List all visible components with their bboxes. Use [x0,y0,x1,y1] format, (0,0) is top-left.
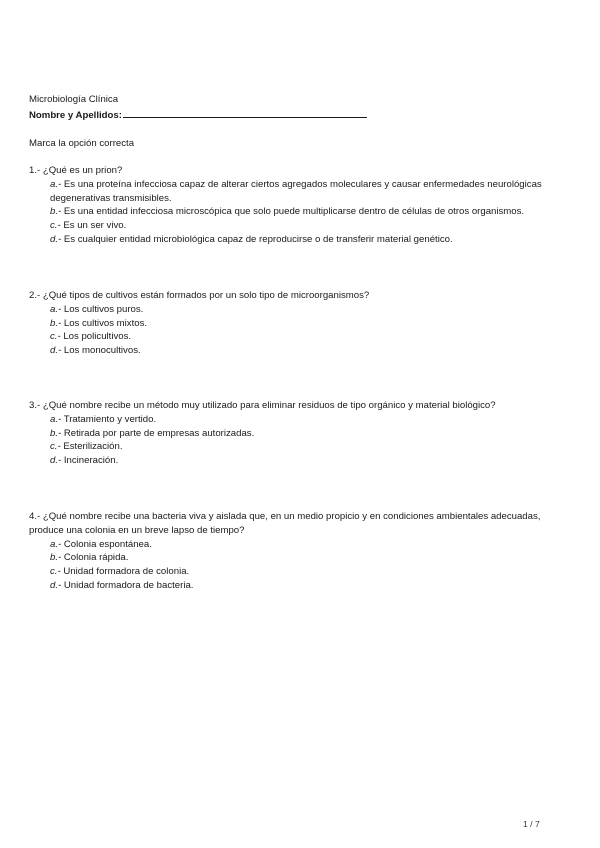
option-letter: d.- [50,345,62,357]
name-label: Nombre y Apellidos: [29,109,122,121]
option-letter: b.- [50,206,62,218]
option-text: Es una entidad infecciosa microscópica que solo puede multiplicarse dentro de células de otros organismos. [61,206,525,218]
option-text: Colonia espontánea. [61,538,152,550]
options-list [29,303,574,358]
option-c [50,330,574,344]
question-3 [29,399,574,468]
option-text: Los cultivos puros. [61,303,144,315]
option-text: Tratamiento y vertido. [61,413,157,425]
option-c [50,565,574,579]
option-letter: c.- [50,220,61,232]
option-text: Retirada por parte de empresas autorizadas. [61,427,255,439]
option-letter: d.- [50,455,62,467]
question-2 [29,289,574,358]
option-b [50,205,574,219]
option-letter: b.- [50,427,62,439]
option-letter: a.- [50,178,62,190]
option-letter: a.- [50,538,62,550]
option-text: Los policultivos. [60,331,132,343]
option-b [50,317,574,331]
option-d [50,454,574,468]
option-letter: d.- [50,233,62,245]
option-c [50,219,574,233]
option-text: Esterilización. [60,441,123,453]
question-text: 4.- ¿Qué nombre recibe una bacteria viva y aislada que, en un medio propicio y en condiciones ambientales adecuadas, produce una colonia en un breve lapso de tiempo? [29,511,541,536]
option-letter: b.- [50,317,62,329]
student-name-row [29,107,549,123]
option-letter: a.- [50,413,62,425]
question-1 [29,164,574,247]
option-letter: a.- [50,303,62,315]
option-a [50,413,574,427]
option-text: Colonia rápida. [61,552,129,564]
option-letter: c.- [50,441,61,453]
page-number: 1 / 7 [523,819,540,829]
option-letter: c.- [50,331,61,343]
question-text: 3.- ¿Qué nombre recibe un método muy utilizado para eliminar residuos de tipo orgánico y material biológico? [29,400,496,411]
option-text: Es una proteína infecciosa capaz de alterar ciertos agregados moleculares y causar enfermedades neurológicas degenerativas transmisibles. [50,178,542,204]
name-blank-line [123,107,367,118]
question-4 [29,510,574,593]
option-c [50,440,574,454]
course-title: Microbiología Clínica [29,94,119,105]
option-text: Unidad formadora de bacteria. [61,579,194,591]
options-list [29,178,574,247]
option-text: Los cultivos mixtos. [61,317,148,329]
question-text: 1.- ¿Qué es un prion? [29,165,123,176]
option-letter: c.- [50,566,61,578]
option-b [50,427,574,441]
option-d [50,579,574,593]
options-list [29,538,574,593]
exam-header [29,93,549,123]
instruction-text: Marca la opción correcta [29,138,135,149]
option-letter: b.- [50,552,62,564]
option-a [50,303,574,317]
option-text: Los monocultivos. [61,345,141,357]
question-text: 2.- ¿Qué tipos de cultivos están formados por un solo tipo de microorganismos? [29,290,370,301]
option-a [50,178,574,206]
option-d [50,233,574,247]
option-text: Unidad formadora de colonia. [60,566,190,578]
option-text: Incineración. [61,455,119,467]
option-text: Es cualquier entidad microbiológica capaz de reproducirse o de transferir material genético. [61,233,453,245]
option-letter: d.- [50,579,62,591]
option-a [50,538,574,552]
option-b [50,551,574,565]
options-list [29,413,574,468]
option-d [50,344,574,358]
option-text: Es un ser vivo. [60,220,127,232]
